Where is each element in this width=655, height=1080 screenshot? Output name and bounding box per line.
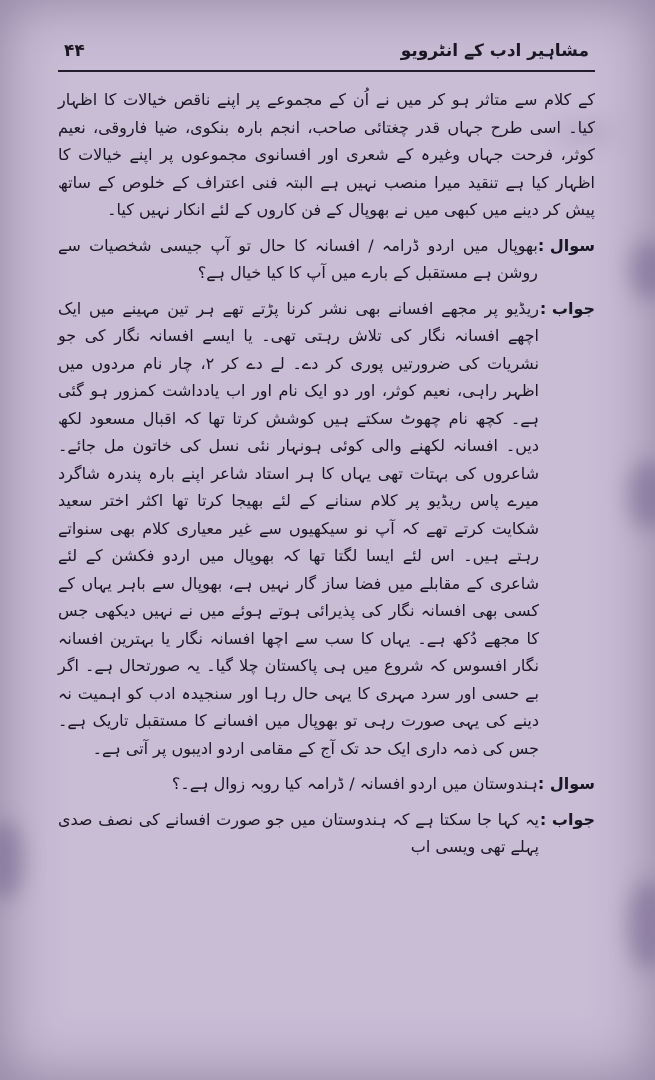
answer-label: جواب : xyxy=(539,298,595,318)
answer-text: یہ کہا جا سکتا ہے کہ ہندوستان میں جو صورت افسانے کی نصف صدی پہلے تھی ویسی اب xyxy=(58,809,539,857)
scan-smudge xyxy=(0,820,24,900)
question-block xyxy=(58,232,595,287)
scan-smudge xyxy=(627,460,655,530)
answer-block xyxy=(58,295,595,763)
answer-block xyxy=(58,806,595,861)
question-block xyxy=(58,770,595,798)
question-text: بھوپال میں اردو ڈرامہ / افسانہ کا حال تو آپ جیسی شخصیات سے روشن ہے مستقبل کے بارے میں آپ کا کیا خیال ہے؟ xyxy=(58,235,538,283)
lead-paragraph: کے کلام سے متاثر ہو کر میں نے اُن کے مجموعے پر اپنے ناقص خیالات کا اظہار کیا۔ اسی طرح جہاں قدر چغتائی صاحب، انجم بارہ بنکوی، ضیا فاروقی، نعیم کوثر، فرحت جہاں وغیرہ کے شعری اور افسانوی مجموعوں پر اپنے خیالات کا اظہار کیا ہے تنقید میرا منصب نہیں ہے البتہ فنی اعتراف کے خلوص کے ساتھ پیش کر دینے میں کبھی میں نے بھوپال کے فن کاروں کے لئے انکار نہیں کیا۔ xyxy=(58,90,595,220)
answer-text: ریڈیو پر مجھے افسانے بھی نشر کرنا پڑتے تھے ہر تین مہینے میں ایک اچھے افسانہ نگار کی تلاش رہتی تھی۔ یا ایسے افسانہ نگار کی جو نشریات کی ضرورتیں پوری کر دے۔ لے دے کر ۲، چار نام مردوں میں اظہر راہی، نعیم کوثر، اور دو ایک نام اور اب یادداشت کمزور ہو گئی ہے۔ کچھ نام چھوٹ سکتے ہیں کوشش کرتا تھا کہ اقبال مسعود لکھ دیں۔ افسانہ لکھنے والی کوئی ہونہار نئی نسل کی خاتون مل جائے۔ شاعروں کی بہتات تھی یہاں کا ہر استاد شاعر اپنے بارہ پندرہ شاگرد میرے پاس ریڈیو پر کلام سنانے کے لئے بھیجا کرتا تھا اکثر اختر سعید شکایت کرتے تھے کہ آپ نو سیکھیوں سے غیر معیاری کلام بھی سنواتے رہتے ہیں۔ اس لئے ایسا لگتا تھا کہ بھوپال میں اردو فکشن کے لئے شاعری کے مقابلے میں فضا ساز گار نہیں ہے، بھوپال سے باہر یہاں کے کسی بھی افسانہ نگار کی پذیرائی ہوتے ہوئے میں نے نہیں دیکھی جس کا مجھے دُکھ ہے۔ یہاں کا سب سے اچھا افسانہ نگار یا بہترین افسانہ نگار افسوس کہ شروع میں ہی پاکستان چلا گیا۔ یہ صورتحال ہے۔ اگر بے حسی اور سرد مہری کا یہی حال رہا اور سنجیدہ ادب کو اہمیت نہ دینے کی یہی صورت رہی تو بھوپال میں افسانے کا مستقبل تاریک ہے۔ جس کی ذمہ داری ایک حد تک آج کے مقامی اردو ادیبوں پر آتی ہے۔ xyxy=(58,298,540,758)
question-label: سوال : xyxy=(537,774,595,794)
body-text xyxy=(58,86,595,861)
scan-smudge xyxy=(629,240,655,300)
question-text: ہندوستان میں اردو افسانہ / ڈرامہ کیا روبہ زوال ہے۔؟ xyxy=(171,774,538,794)
question-label: سوال : xyxy=(537,235,595,255)
answer-label: جواب : xyxy=(539,809,595,829)
scan-smudge xyxy=(627,880,655,970)
page-content xyxy=(58,36,595,861)
header-title: مشاہیر ادب کے انٹرویو xyxy=(400,41,589,61)
page-header xyxy=(58,36,595,72)
page-number: ۴۴ xyxy=(64,41,85,61)
